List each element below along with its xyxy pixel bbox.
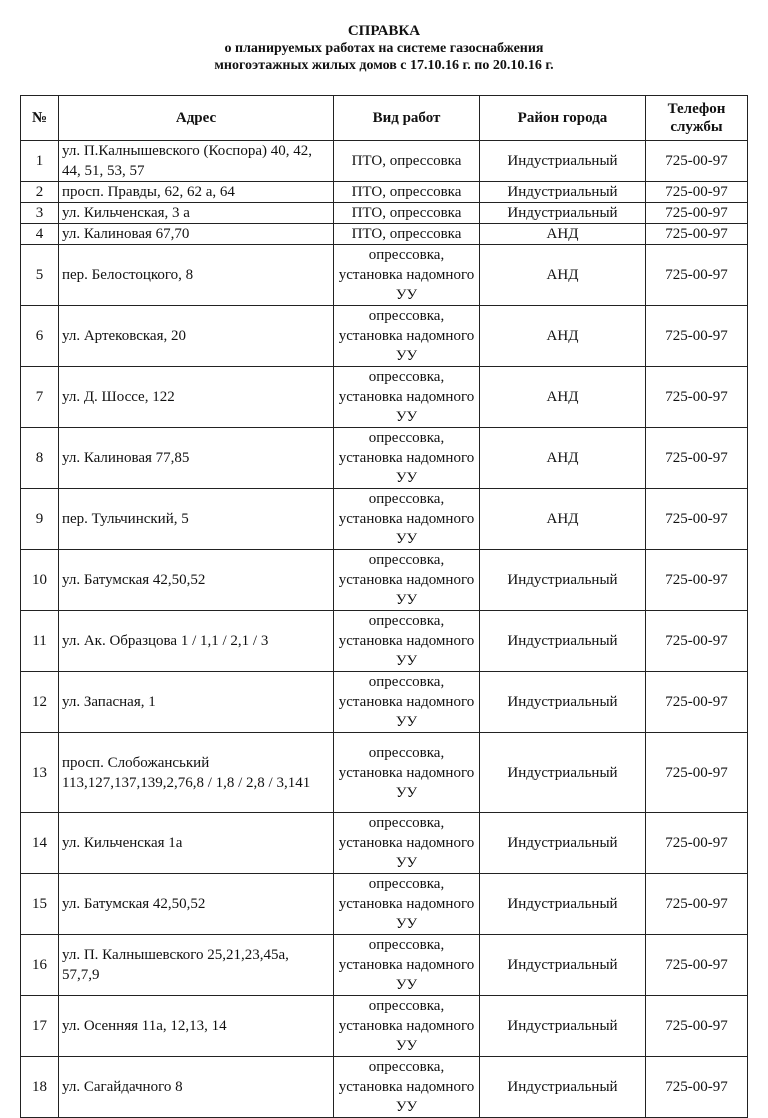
row-work-type: опрессовка, установка надомного УУ xyxy=(334,733,480,813)
row-phone: 725-00-97 xyxy=(646,428,748,489)
row-phone: 725-00-97 xyxy=(646,813,748,874)
row-district: Индустриальный xyxy=(480,733,646,813)
row-district: Индустриальный xyxy=(480,1057,646,1118)
row-number: 8 xyxy=(21,428,59,489)
row-address: ул. Батумская 42,50,52 xyxy=(59,550,334,611)
table-row xyxy=(21,306,748,367)
row-phone: 725-00-97 xyxy=(646,550,748,611)
row-work-type: опрессовка, установка надомного УУ xyxy=(334,1057,480,1118)
row-number: 13 xyxy=(21,733,59,813)
row-number: 17 xyxy=(21,996,59,1057)
table-row xyxy=(21,367,748,428)
row-address: ул. Д. Шоссе, 122 xyxy=(59,367,334,428)
row-number: 11 xyxy=(21,611,59,672)
row-address: ул. Батумская 42,50,52 xyxy=(59,874,334,935)
row-phone: 725-00-97 xyxy=(646,141,748,182)
row-phone: 725-00-97 xyxy=(646,874,748,935)
row-address: ул. Осенняя 11а, 12,13, 14 xyxy=(59,996,334,1057)
row-work-type: ПТО, опрессовка xyxy=(334,141,480,182)
row-work-type: опрессовка, установка надомного УУ xyxy=(334,874,480,935)
row-district: Индустриальный xyxy=(480,996,646,1057)
works-table xyxy=(20,95,748,1118)
row-number: 2 xyxy=(21,182,59,203)
row-address: ул. Сагайдачного 8 xyxy=(59,1057,334,1118)
row-phone: 725-00-97 xyxy=(646,245,748,306)
row-work-type: опрессовка, установка надомного УУ xyxy=(334,935,480,996)
row-district: Индустриальный xyxy=(480,611,646,672)
header-number: № xyxy=(21,96,59,141)
table-row xyxy=(21,1057,748,1118)
row-address: ул. П.Калнышевского (Коспора) 40, 42, 44, 51, 53, 57 xyxy=(59,141,334,182)
header-address: Адрес xyxy=(59,96,334,141)
row-district: АНД xyxy=(480,245,646,306)
row-phone: 725-00-97 xyxy=(646,733,748,813)
row-phone: 725-00-97 xyxy=(646,224,748,245)
document-header xyxy=(0,22,768,74)
row-work-type: опрессовка, установка надомного УУ xyxy=(334,813,480,874)
row-number: 14 xyxy=(21,813,59,874)
row-work-type: опрессовка, установка надомного УУ xyxy=(334,245,480,306)
row-work-type: опрессовка, установка надомного УУ xyxy=(334,611,480,672)
row-phone: 725-00-97 xyxy=(646,367,748,428)
header-work-type: Вид работ xyxy=(334,96,480,141)
row-phone: 725-00-97 xyxy=(646,306,748,367)
row-number: 5 xyxy=(21,245,59,306)
table-row xyxy=(21,428,748,489)
row-district: АНД xyxy=(480,489,646,550)
row-district: Индустриальный xyxy=(480,935,646,996)
row-work-type: опрессовка, установка надомного УУ xyxy=(334,306,480,367)
table-body xyxy=(21,141,748,1118)
row-address: ул. П. Калнышевского 25,21,23,45а, 57,7,9 xyxy=(59,935,334,996)
row-phone: 725-00-97 xyxy=(646,489,748,550)
row-number: 1 xyxy=(21,141,59,182)
table-row xyxy=(21,550,748,611)
row-work-type: опрессовка, установка надомного УУ xyxy=(334,489,480,550)
row-phone: 725-00-97 xyxy=(646,611,748,672)
row-address: просп. Слобожанський 113,127,137,139,2,76,8 / 1,8 / 2,8 / 3,141 xyxy=(59,733,334,813)
row-number: 7 xyxy=(21,367,59,428)
row-phone: 725-00-97 xyxy=(646,996,748,1057)
row-address: просп. Правды, 62, 62 а, 64 xyxy=(59,182,334,203)
row-number: 12 xyxy=(21,672,59,733)
row-work-type: опрессовка, установка надомного УУ xyxy=(334,672,480,733)
table-row xyxy=(21,489,748,550)
row-number: 16 xyxy=(21,935,59,996)
row-district: Индустриальный xyxy=(480,672,646,733)
row-phone: 725-00-97 xyxy=(646,672,748,733)
row-address: пер. Белостоцкого, 8 xyxy=(59,245,334,306)
row-address: ул. Артековская, 20 xyxy=(59,306,334,367)
table-row xyxy=(21,733,748,813)
row-phone: 725-00-97 xyxy=(646,182,748,203)
row-district: Индустриальный xyxy=(480,874,646,935)
row-number: 10 xyxy=(21,550,59,611)
row-number: 6 xyxy=(21,306,59,367)
row-phone: 725-00-97 xyxy=(646,1057,748,1118)
row-number: 3 xyxy=(21,203,59,224)
table-row xyxy=(21,874,748,935)
row-work-type: ПТО, опрессовка xyxy=(334,224,480,245)
row-work-type: опрессовка, установка надомного УУ xyxy=(334,428,480,489)
table-row xyxy=(21,224,748,245)
row-address: ул. Калиновая 67,70 xyxy=(59,224,334,245)
row-district: АНД xyxy=(480,306,646,367)
row-work-type: опрессовка, установка надомного УУ xyxy=(334,550,480,611)
document-subtitle-line-2: многоэтажных жилых домов с 17.10.16 г. по 20.10.16 г. xyxy=(214,58,554,73)
row-district: Индустриальный xyxy=(480,813,646,874)
row-district: Индустриальный xyxy=(480,182,646,203)
header-phone: Телефон службы xyxy=(646,96,748,141)
row-address: ул. Запасная, 1 xyxy=(59,672,334,733)
row-phone: 725-00-97 xyxy=(646,935,748,996)
row-work-type: ПТО, опрессовка xyxy=(334,203,480,224)
row-address: ул. Кильченская, 3 а xyxy=(59,203,334,224)
table-row xyxy=(21,611,748,672)
table-row xyxy=(21,935,748,996)
row-number: 15 xyxy=(21,874,59,935)
row-district: Индустриальный xyxy=(480,141,646,182)
document-subtitle-line-1: о планируемых работах на системе газоснабжения xyxy=(224,41,544,56)
table-header-row xyxy=(21,96,748,141)
row-district: Индустриальный xyxy=(480,203,646,224)
table-row xyxy=(21,813,748,874)
table-row xyxy=(21,141,748,182)
row-number: 4 xyxy=(21,224,59,245)
header-district: Район города xyxy=(480,96,646,141)
row-district: Индустриальный xyxy=(480,550,646,611)
row-district: АНД xyxy=(480,224,646,245)
document-title: СПРАВКА xyxy=(347,23,421,39)
row-address: ул. Ак. Образцова 1 / 1,1 / 2,1 / 3 xyxy=(59,611,334,672)
row-number: 18 xyxy=(21,1057,59,1118)
table-row xyxy=(21,203,748,224)
table-row xyxy=(21,996,748,1057)
row-address: ул. Кильченская 1а xyxy=(59,813,334,874)
row-address: пер. Тульчинский, 5 xyxy=(59,489,334,550)
table-row xyxy=(21,245,748,306)
table-row xyxy=(21,182,748,203)
row-work-type: ПТО, опрессовка xyxy=(334,182,480,203)
row-phone: 725-00-97 xyxy=(646,203,748,224)
table-row xyxy=(21,672,748,733)
row-address: ул. Калиновая 77,85 xyxy=(59,428,334,489)
row-work-type: опрессовка, установка надомного УУ xyxy=(334,996,480,1057)
row-district: АНД xyxy=(480,428,646,489)
row-work-type: опрессовка, установка надомного УУ xyxy=(334,367,480,428)
row-district: АНД xyxy=(480,367,646,428)
row-number: 9 xyxy=(21,489,59,550)
